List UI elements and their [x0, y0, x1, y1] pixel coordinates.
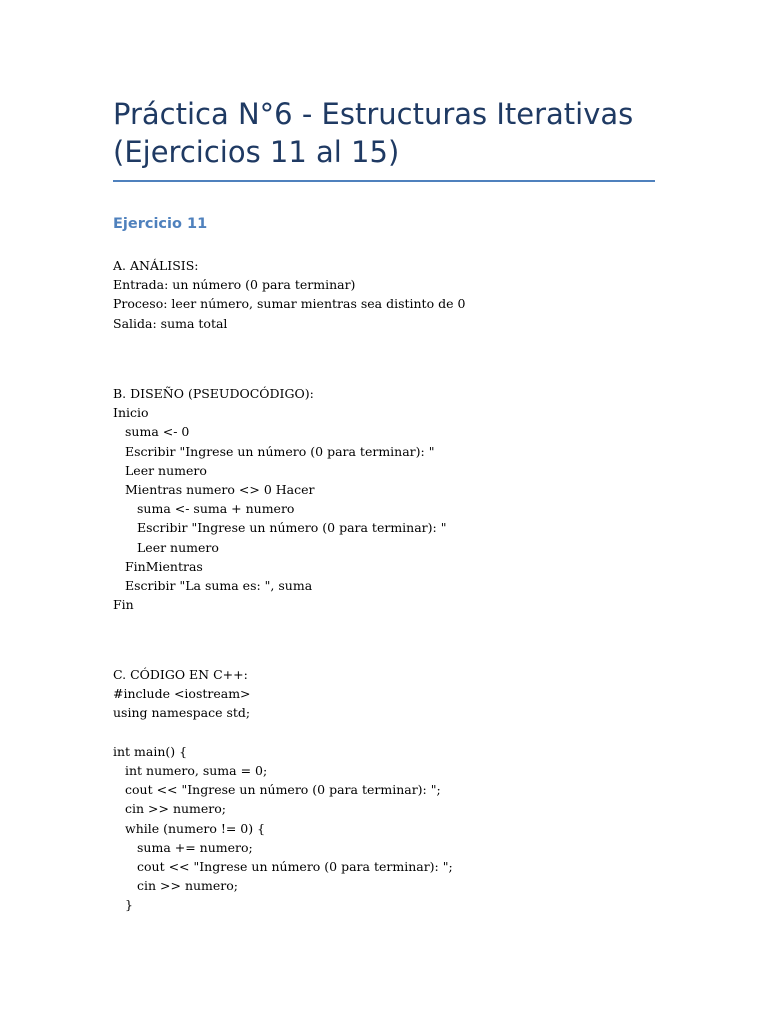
- exercise-heading: Ejercicio 11: [113, 216, 208, 232]
- code-line: }: [125, 897, 133, 913]
- code-line: suma += numero;: [137, 839, 253, 855]
- code-line: [113, 723, 655, 742]
- title-line-1: Práctica N°6 - Estructuras Iterativas: [113, 97, 634, 131]
- pseudocode-line: FinMientras: [125, 558, 203, 574]
- design-heading: B. DISEÑO (PSEUDOCÓDIGO):: [113, 386, 314, 401]
- analysis-section: [113, 256, 655, 333]
- code-line: cin >> numero;: [125, 801, 227, 817]
- pseudocode-line: Fin: [113, 597, 134, 613]
- title-line-2: (Ejercicios 11 al 15): [113, 135, 400, 169]
- design-section: [113, 384, 655, 614]
- pseudocode-line: Escribir "Ingrese un número (0 para terminar): ": [137, 520, 447, 536]
- code-line: using namespace std;: [113, 705, 251, 721]
- pseudocode-line: Inicio: [113, 405, 149, 421]
- analysis-output: Salida: suma total: [113, 315, 228, 331]
- code-line: cout << "Ingrese un número (0 para terminar): ";: [137, 858, 453, 874]
- code-line: cin >> numero;: [137, 878, 239, 894]
- analysis-heading: A. ANÁLISIS:: [113, 258, 199, 273]
- pseudocode-line: Escribir "La suma es: ", suma: [125, 577, 313, 593]
- pseudocode-line: suma <- 0: [125, 424, 190, 440]
- pseudocode-line: Leer numero: [125, 462, 207, 478]
- code-line: int main() {: [113, 743, 188, 759]
- code-section: [113, 665, 655, 914]
- analysis-process: Proceso: leer número, sumar mientras sea distinto de 0: [113, 296, 466, 312]
- pseudocode-line: suma <- suma + numero: [137, 501, 295, 517]
- title-underline: [113, 180, 655, 182]
- code-heading: C. CÓDIGO EN C++:: [113, 667, 248, 682]
- code-line: int numero, suma = 0;: [125, 762, 268, 778]
- pseudocode-line: Leer numero: [137, 539, 219, 555]
- pseudocode-line: Mientras numero <> 0 Hacer: [125, 481, 315, 497]
- analysis-input: Entrada: un número (0 para terminar): [113, 277, 356, 293]
- pseudocode-line: Escribir "Ingrese un número (0 para terminar): ": [125, 443, 435, 459]
- code-line: #include <iostream>: [113, 686, 251, 702]
- code-line: cout << "Ingrese un número (0 para terminar): ";: [125, 782, 441, 798]
- document-title: [113, 95, 655, 171]
- code-line: while (numero != 0) {: [125, 820, 266, 836]
